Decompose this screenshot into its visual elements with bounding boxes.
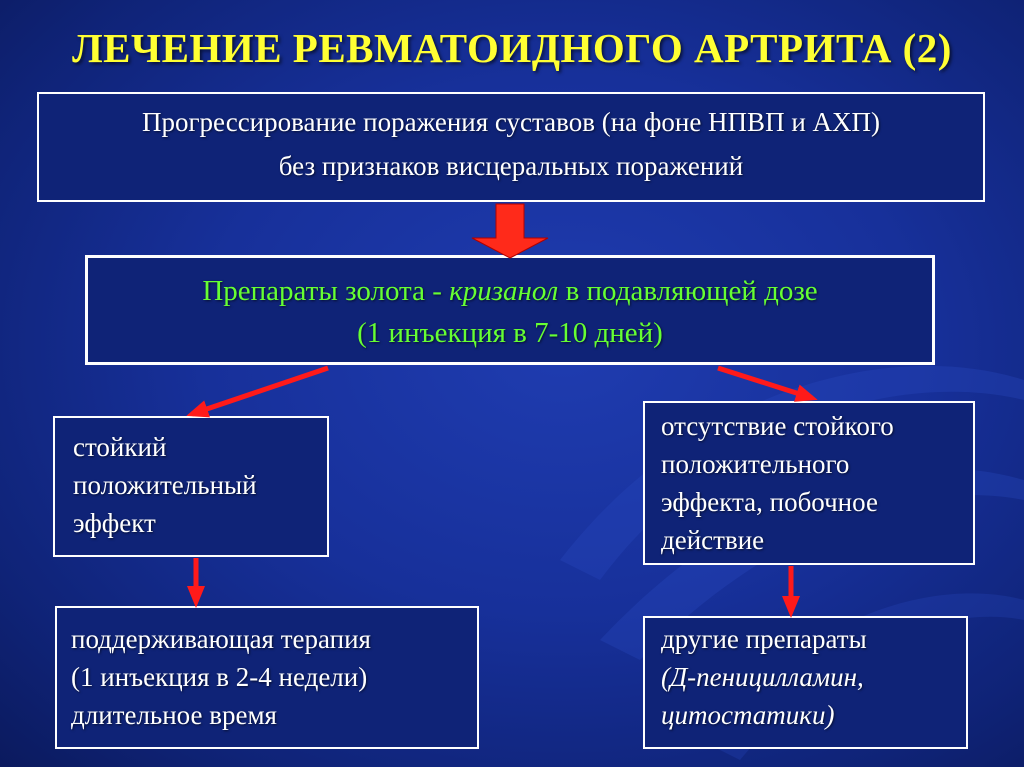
other-drugs-line-1: другие препараты [661, 624, 867, 654]
gold-therapy-drug: кризанол [449, 275, 559, 307]
maintenance-line: поддерживающая терапия [71, 624, 371, 654]
maintenance-line: длительное время [71, 700, 277, 730]
other-drugs-line-3: цитостатики) [661, 700, 835, 730]
page-title: ЛЕЧЕНИЕ РЕВМАТОИДНОГО АРТРИТА (2) [72, 25, 952, 71]
maintenance-line: (1 инъекция в 2-4 недели) [71, 662, 368, 692]
no-effect-line: отсутствие стойкого [661, 411, 894, 441]
condition-line-1: Прогрессирование поражения суставов (на фоне НПВП и АХП) [141, 107, 881, 137]
gold-therapy-suffix: в подавляющей дозе [558, 275, 818, 307]
other-drugs-line-2: (Д-пеницилламин, [661, 662, 864, 692]
no-effect-line: эффекта, побочное [661, 487, 878, 517]
arrow-to-positive-effect [192, 368, 328, 414]
gold-therapy-line-2: (1 инъекция в 7-10 дней) [357, 317, 663, 349]
gold-therapy-prefix: Препараты золота - [202, 275, 450, 307]
positive-effect-line: положительный [73, 470, 257, 500]
block-down-arrow [472, 204, 548, 258]
no-effect-line: положительного [661, 449, 850, 479]
no-effect-line: действие [661, 525, 765, 555]
arrow-to-no-effect [718, 368, 812, 398]
condition-line-2: без признаков висцеральных поражений [278, 151, 744, 181]
positive-effect-line: эффект [73, 508, 156, 538]
positive-effect-line: стойкий [73, 432, 167, 462]
